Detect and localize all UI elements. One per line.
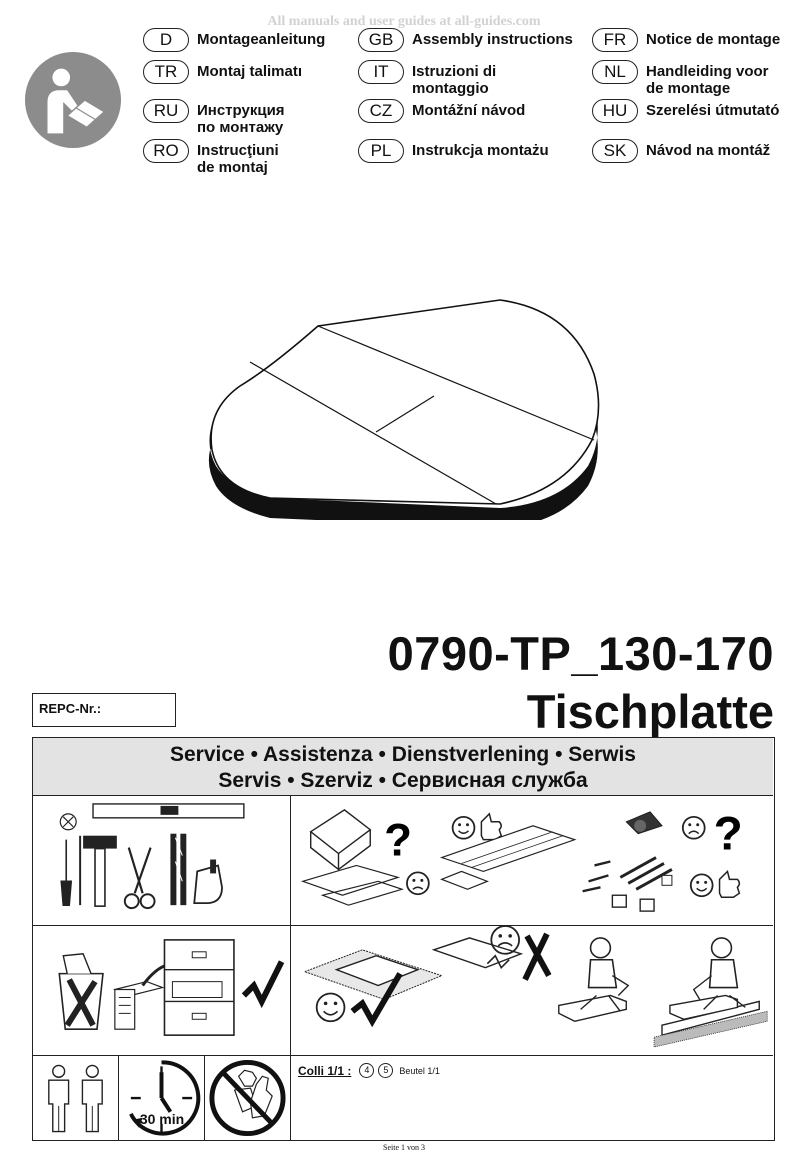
- lang-text: Montaj talimatı: [197, 63, 303, 80]
- colli-number: 5: [378, 1063, 393, 1078]
- lang-code: RO: [143, 139, 189, 163]
- service-line-2: Servis • Szerviz • Сервисная служба: [218, 769, 588, 792]
- lang-text: Инструкция по монтажу: [197, 102, 285, 136]
- lang-cz: [358, 99, 582, 123]
- svg-text:?: ?: [713, 807, 743, 861]
- lang-code: PL: [358, 139, 404, 163]
- lang-text: Instrukcja montażu: [412, 142, 549, 159]
- tools-cell: [33, 796, 291, 926]
- lang-text: Instrucţiuni de montaj: [197, 142, 279, 176]
- lang-code: SK: [592, 139, 638, 163]
- service-line-1: Service • Assistenza • Dienstverlening • Serwis: [170, 743, 636, 766]
- service-header: [33, 738, 773, 796]
- lang-tr: [143, 60, 367, 84]
- tools-icon: [33, 796, 290, 925]
- protection-icon: [291, 926, 773, 1055]
- lang-code: FR: [592, 28, 638, 52]
- product-name: Tischplatte: [526, 685, 774, 738]
- colli-label: Colli 1/1 :: [298, 1063, 352, 1078]
- bag-label: Beutel 1/1: [399, 1065, 440, 1076]
- lang-text: Istruzioni di montaggio: [412, 63, 497, 97]
- model-number: 0790-TP_130-170: [387, 627, 774, 680]
- lang-text: Montážní návod: [412, 102, 526, 119]
- lang-pl: [358, 139, 582, 163]
- lang-text: Montageanleitung: [197, 31, 326, 48]
- colli-info: [298, 1063, 440, 1078]
- lang-ru: [143, 99, 367, 136]
- child-safety-cell: [205, 1056, 291, 1141]
- disposal-cell: [33, 926, 291, 1056]
- lang-code: CZ: [358, 99, 404, 123]
- time-label: 30 min: [139, 1111, 185, 1127]
- lang-code: TR: [143, 60, 189, 84]
- lang-text: Handleiding voor de montage: [646, 63, 769, 97]
- watermark: All manuals and user guides at all-guides.com: [267, 14, 541, 29]
- svg-text:?: ?: [384, 814, 413, 866]
- page-footer: Seite 1 von 3: [383, 1143, 425, 1152]
- parts-check-cell: [291, 796, 773, 926]
- lang-nl: [592, 60, 808, 97]
- protection-cell: [291, 926, 773, 1056]
- parts-check-icon: [291, 796, 773, 925]
- lang-text: Notice de montage: [646, 31, 781, 48]
- two-persons-cell: [33, 1056, 119, 1141]
- time-cell: [119, 1056, 205, 1141]
- lang-code: RU: [143, 99, 189, 123]
- lang-text: Szerelési útmutató: [646, 102, 780, 119]
- read-manual-icon: [24, 51, 122, 149]
- lang-code: GB: [358, 28, 404, 52]
- lang-code: NL: [592, 60, 638, 84]
- lang-text: Návod na montáž: [646, 142, 771, 159]
- lang-text: Assembly instructions: [412, 31, 573, 48]
- disposal-icon: [33, 926, 290, 1055]
- lang-code: IT: [358, 60, 404, 84]
- lang-de: [143, 28, 367, 52]
- lang-sk: [592, 139, 808, 163]
- lang-code: HU: [592, 99, 638, 123]
- no-children-icon: [205, 1056, 290, 1141]
- two-persons-icon: [33, 1056, 118, 1141]
- lang-fr: [592, 28, 808, 52]
- lang-it: [358, 60, 582, 97]
- lang-code: D: [143, 28, 189, 52]
- colli-number: 4: [359, 1063, 374, 1078]
- lang-hu: [592, 99, 808, 123]
- repc-field[interactable]: REPC-Nr.:: [32, 693, 176, 727]
- lang-gb: [358, 28, 582, 52]
- tabletop-illustration: [200, 290, 610, 520]
- clock-icon: [119, 1056, 204, 1141]
- service-grid: [32, 737, 775, 1141]
- lang-ro: [143, 139, 367, 176]
